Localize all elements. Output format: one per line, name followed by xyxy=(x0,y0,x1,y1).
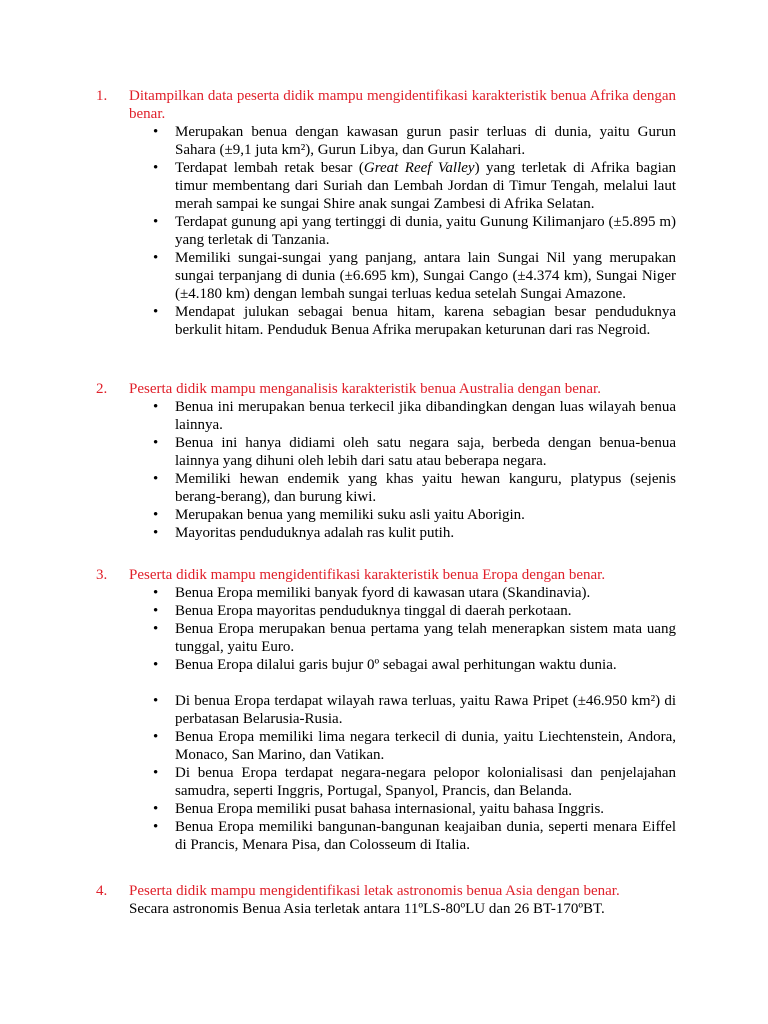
section-heading: Peserta didik mampu mengidentifikasi karakteristik benua Eropa dengan benar. xyxy=(129,567,606,583)
list-item: • Benua ini hanya didiami oleh satu negara saja, berbeda dengan benua-benua lainnya yang dihuni oleh lebih dari satu atau beberapa negara. xyxy=(96,434,676,470)
list-item: • Benua Eropa memiliki pusat bahasa internasional, yaitu bahasa Inggris. xyxy=(96,800,676,818)
list-item: • Benua Eropa memiliki bangunan-bangunan keajaiban dunia, seperti menara Eiffel di Prancis, Menara Pisa, dan Colosseum di Italia. xyxy=(96,818,676,854)
list-item: • Mayoritas penduduknya adalah ras kulit putih. xyxy=(96,524,676,542)
section-heading: Peserta didik mampu menganalisis karakteristik benua Australia dengan benar. xyxy=(129,381,601,397)
list-item: • Di benua Eropa terdapat negara-negara pelopor kolonialisasi dan penjelajahan samudra, seperti Inggris, Portugal, Spanyol, Prancis, dan Belanda. xyxy=(96,764,676,800)
list-item: • Benua ini merupakan benua terkecil jika dibandingkan dengan luas wilayah benua lainnya. xyxy=(96,398,676,434)
bullet-list xyxy=(96,584,676,854)
item-text: Terdapat lembah retak besar ( xyxy=(175,160,364,176)
list-item: • Terdapat gunung api yang tertinggi di dunia, yaitu Gunung Kilimanjaro (±5.895 m) yang terletak di Tanzania. xyxy=(96,213,676,249)
list-item: • Benua Eropa mayoritas penduduknya tinggal di daerah perkotaan. xyxy=(96,602,676,620)
list-item: • Memiliki hewan endemik yang khas yaitu hewan kanguru, platypus (sejenis berang-berang), dan burung kiwi. xyxy=(96,470,676,506)
list-item: • Mendapat julukan sebagai benua hitam, karena sebagian besar penduduknya berkulit hitam. Penduduk Benua Afrika merupakan keturunan dari ras Negroid. xyxy=(96,303,676,339)
section-2 xyxy=(96,380,676,542)
section-4 xyxy=(96,882,676,918)
section-number: 2. xyxy=(96,381,108,397)
section-3 xyxy=(96,566,676,854)
list-item: • Benua Eropa merupakan benua pertama yang telah menerapkan sistem mata uang tunggal, yaitu Euro. xyxy=(96,620,676,656)
item-italic-term: Great Reef Valley xyxy=(363,160,475,176)
list-item: • Memiliki sungai-sungai yang panjang, antara lain Sungai Nil yang merupakan sungai terpanjang di dunia (±6.695 km), Sungai Cango (±4.374 km), Sungai Niger (±4.180 km) dengan lembah sungai terluas kedua setelah Sungai Amazone. xyxy=(96,249,676,303)
section-number: 1. xyxy=(96,88,108,104)
list-item xyxy=(96,159,676,213)
list-item: • Benua Eropa memiliki lima negara terkecil di dunia, yaitu Liechtenstein, Andora, Monaco, San Marino, dan Vatikan. xyxy=(96,728,676,764)
bullet-list xyxy=(96,398,676,542)
list-item: • Di benua Eropa terdapat wilayah rawa terluas, yaitu Rawa Pripet (±46.950 km²) di perbatasan Belarusia-Rusia. xyxy=(96,692,676,728)
list-item: • Benua Eropa memiliki banyak fyord di kawasan utara (Skandinavia). xyxy=(96,584,676,602)
bullet-list xyxy=(96,123,676,339)
section-body-text: Secara astronomis Benua Asia terletak antara 11ºLS-80ºLU dan 26 BT-170ºBT. xyxy=(129,901,605,917)
section-number: 4. xyxy=(96,883,108,899)
section-1 xyxy=(96,87,676,339)
list-item: • Merupakan benua yang memiliki suku asli yaitu Aborigin. xyxy=(96,506,676,524)
list-item: • Benua Eropa dilalui garis bujur 0º sebagai awal perhitungan waktu dunia. xyxy=(96,656,676,674)
section-heading: Peserta didik mampu mengidentifikasi letak astronomis benua Asia dengan benar. xyxy=(129,883,620,899)
list-item: • Merupakan benua dengan kawasan gurun pasir terluas di dunia, yaitu Gurun Sahara (±9,1 juta km²), Gurun Libya, dan Gurun Kalahari. xyxy=(96,123,676,159)
section-heading: Ditampilkan data peserta didik mampu mengidentifikasi karakteristik benua Afrika dengan benar. xyxy=(129,88,676,122)
item-text: ) yang terletak di Afrika bagian timur membentang dari Suriah dan Lembah Jordan di Timur Tengah, melalui laut merah sampai ke sungai Shire anak sungai Zambesi di Afrika Selatan. xyxy=(175,160,676,212)
section-number: 3. xyxy=(96,567,108,583)
